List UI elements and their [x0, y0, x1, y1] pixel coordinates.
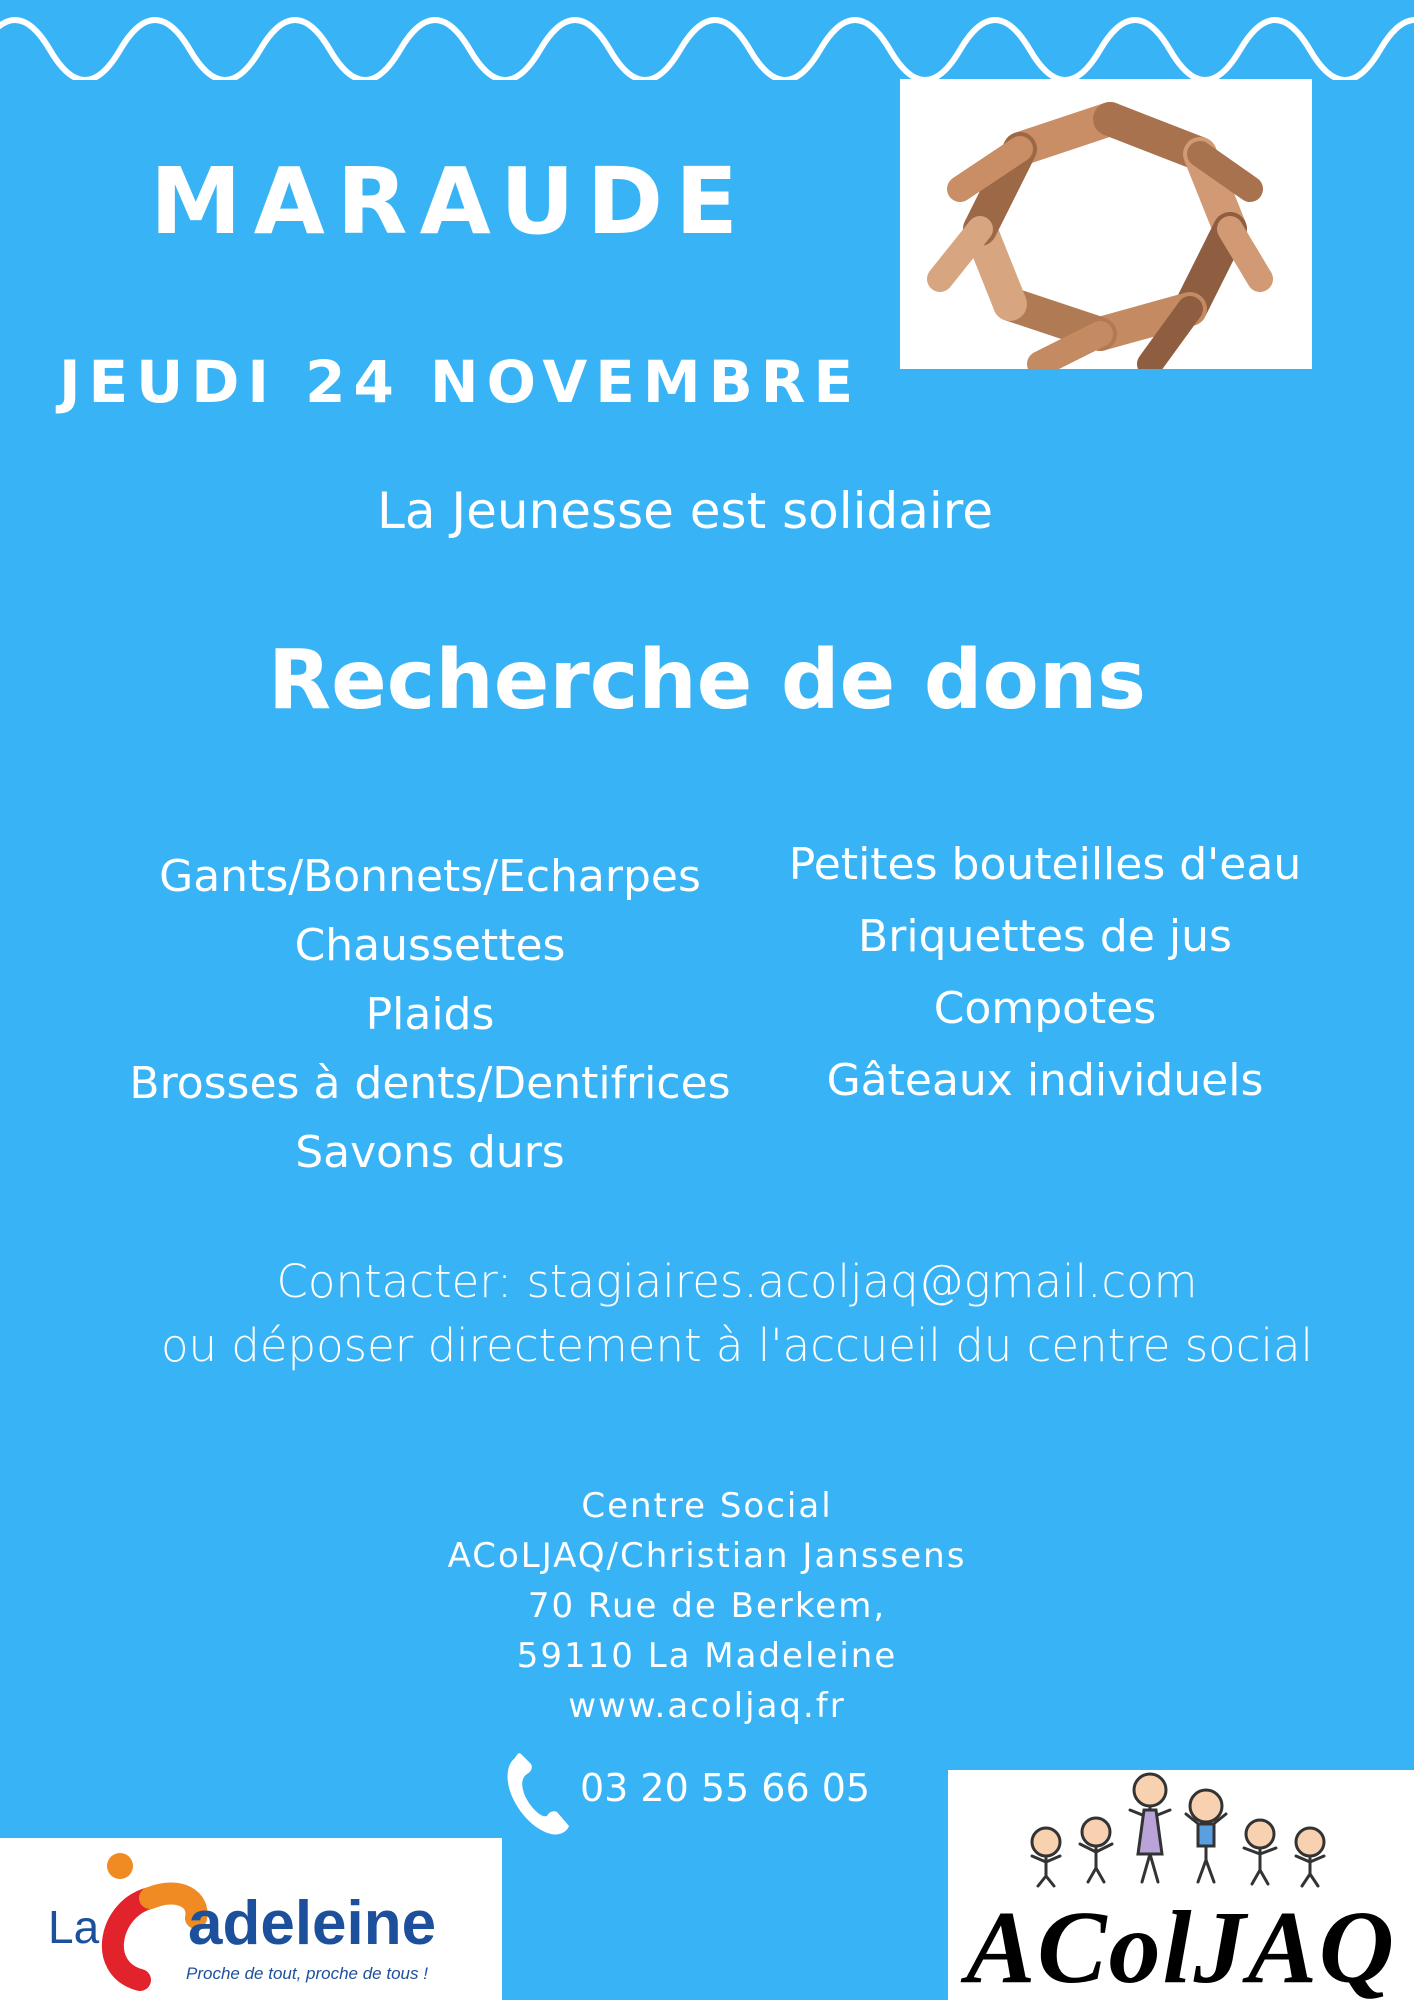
madeleine-slogan: Proche de tout, proche de tous !: [186, 1964, 428, 1983]
headline: Recherche de dons: [267, 633, 1147, 728]
address-line: 70 Rue de Berkem,: [527, 1586, 887, 1626]
list-item: Gâteaux individuels: [826, 1055, 1264, 1106]
event-date: JEUDI 24 NOVEMBRE: [58, 348, 862, 416]
acoljaq-logo: [948, 1770, 1414, 2000]
donation-list-right: [740, 829, 1350, 1117]
madeleine-word: adeleine: [188, 1889, 437, 1958]
website-link[interactable]: www.acoljaq.fr: [568, 1686, 846, 1726]
list-item: Petites bouteilles d'eau: [788, 839, 1302, 890]
phone-icon: [505, 1752, 573, 1836]
contact-dropoff-line: ou déposer directement à l'accueil du centre social: [160, 1319, 1314, 1372]
list-item: Brosses à dents/Dentifrices: [129, 1058, 731, 1109]
la-madeleine-logo: [0, 1838, 502, 2000]
madeleine-prefix: La: [48, 1901, 100, 1953]
list-item: Plaids: [365, 989, 495, 1040]
event-title: MARAUDE: [150, 148, 750, 255]
acoljaq-wordmark: AColJAQ: [965, 1890, 1397, 2000]
address-line: Centre Social: [581, 1486, 833, 1526]
hands-circle-photo: [900, 79, 1312, 369]
list-item: Compotes: [933, 983, 1157, 1034]
list-item: Briquettes de jus: [858, 911, 1232, 962]
address-line: 59110 La Madeleine: [516, 1636, 898, 1676]
list-item: Gants/Bonnets/Echarpes: [159, 851, 701, 902]
list-item: Savons durs: [295, 1127, 565, 1178]
tagline: La Jeunesse est solidaire: [376, 482, 993, 540]
list-item: Chaussettes: [294, 920, 566, 971]
wavy-border: [0, 0, 1414, 80]
children-illustration: [948, 1770, 1414, 1890]
contact-email-line: Contacter: stagiaires.acoljaq@gmail.com: [276, 1255, 1198, 1308]
contact-block: [0, 1250, 1414, 1378]
phone-number[interactable]: 03 20 55 66 05: [580, 1766, 871, 1810]
address-line: ACoLJAQ/Christian Janssens: [447, 1536, 967, 1576]
address-block: [0, 1481, 1414, 1731]
donation-list-left: [80, 842, 780, 1187]
